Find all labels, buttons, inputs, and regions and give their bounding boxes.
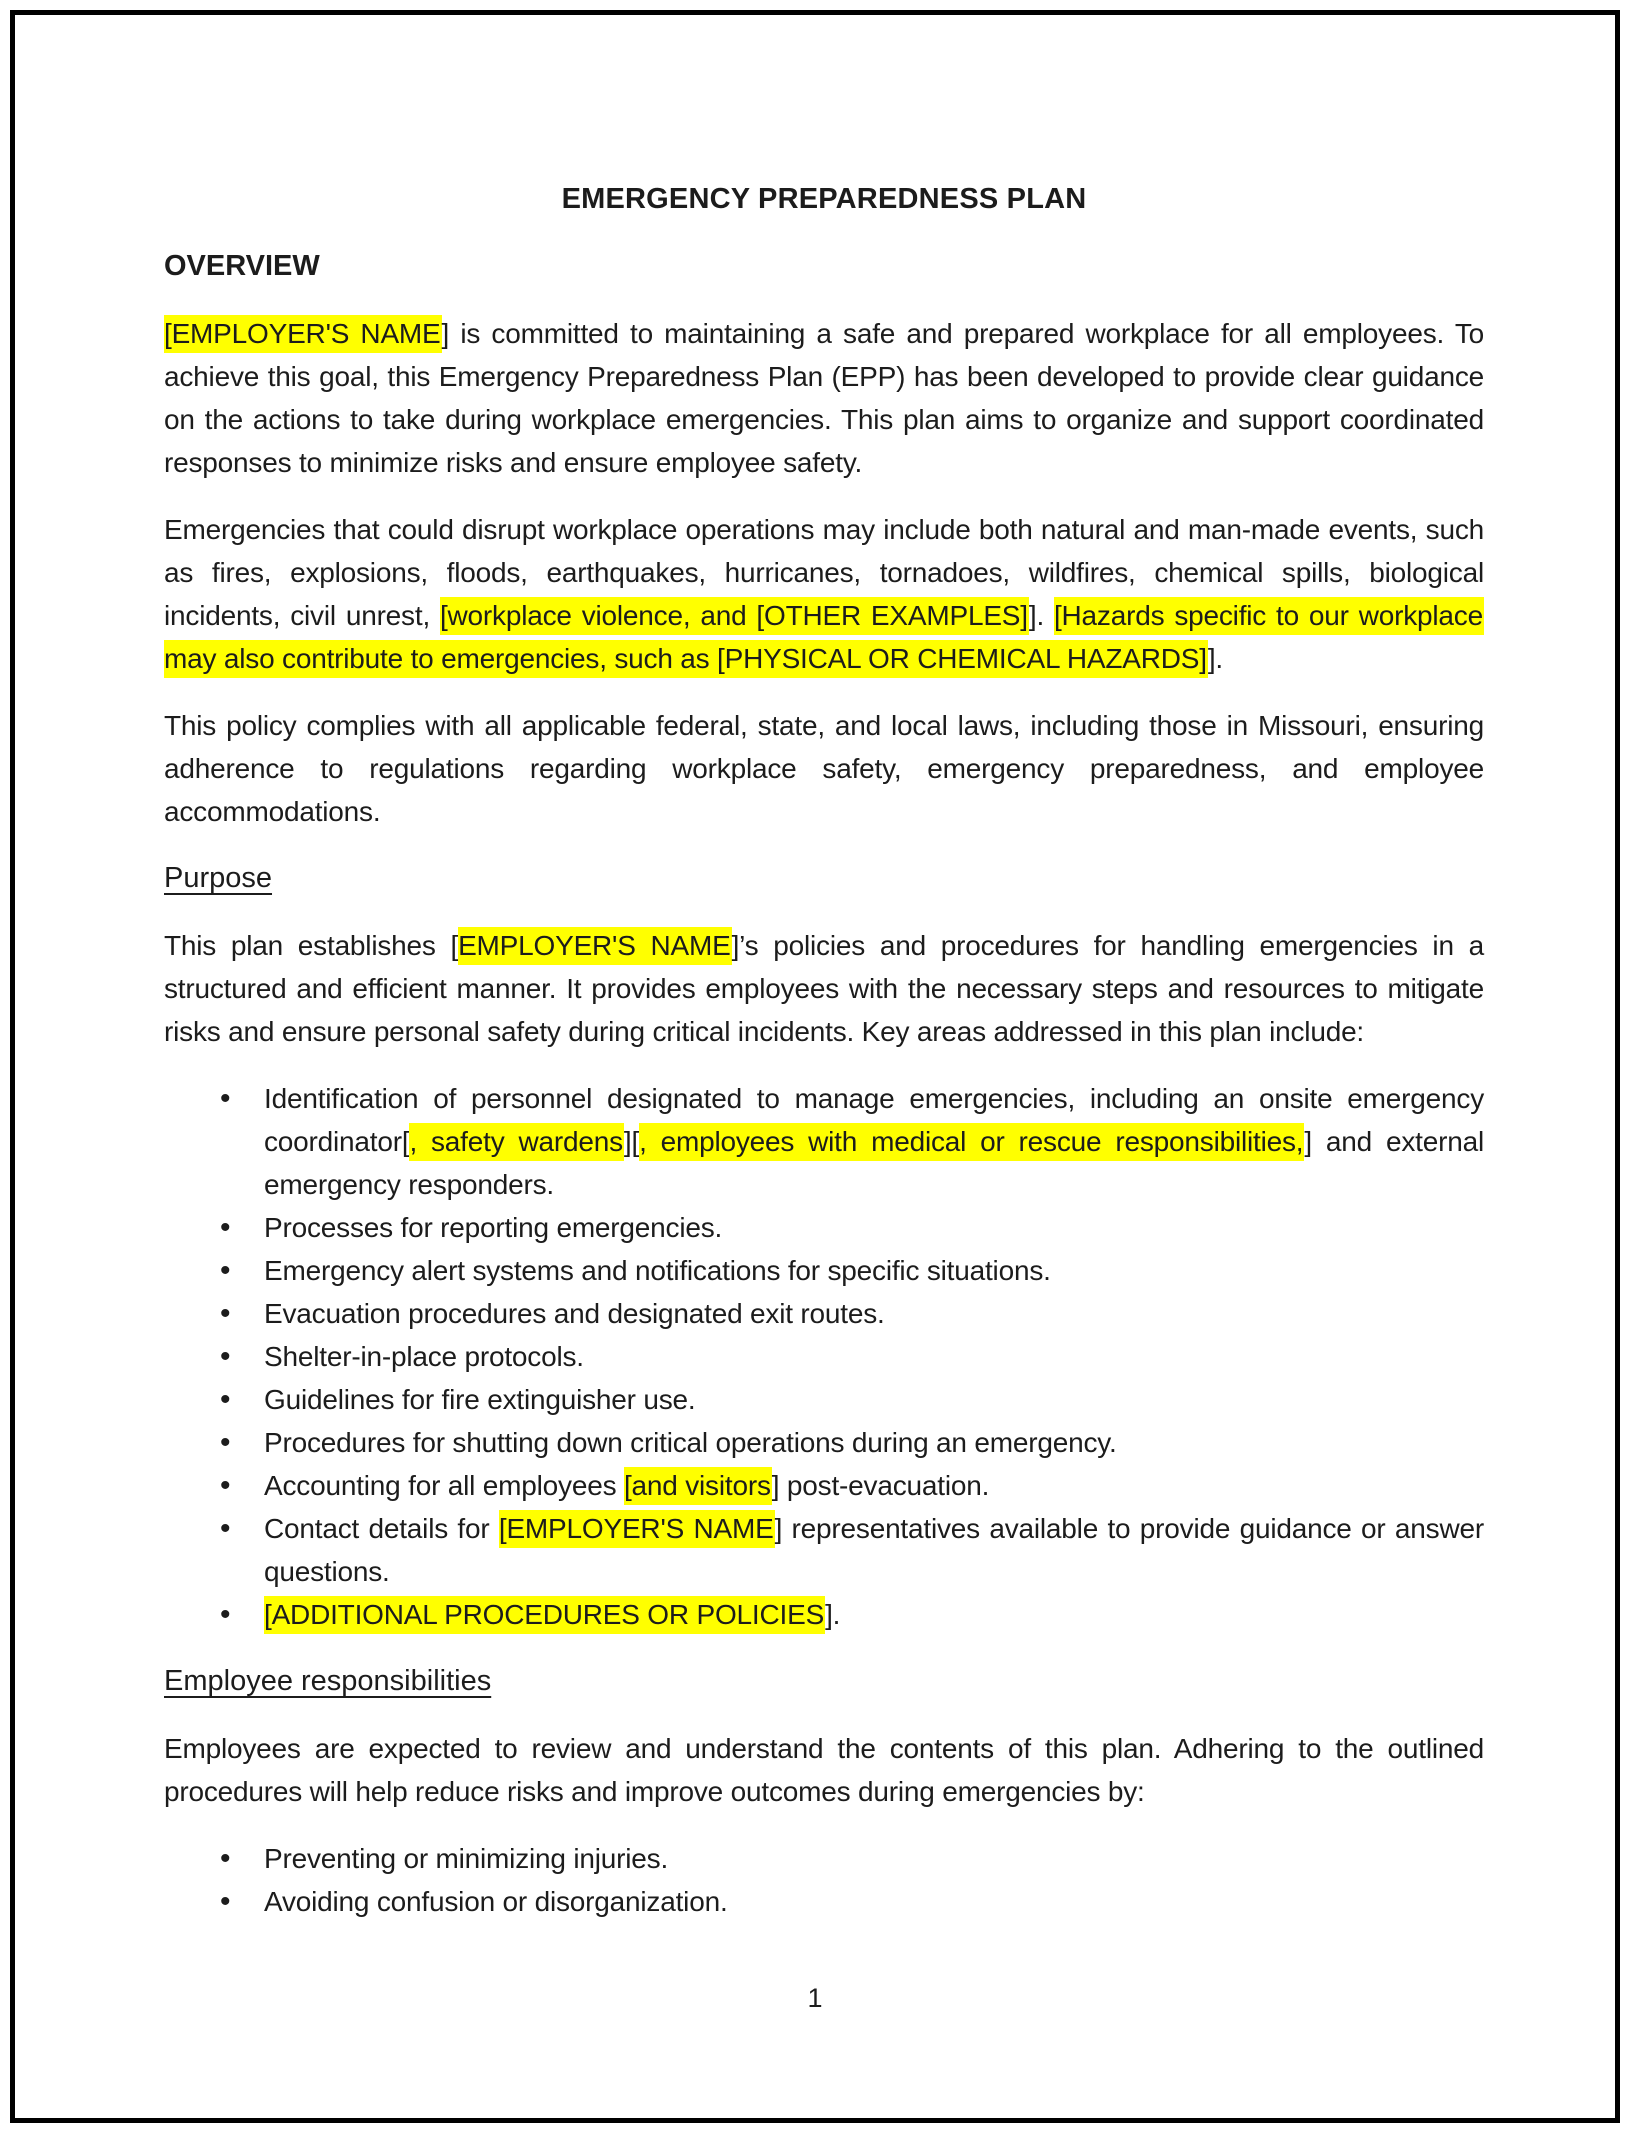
text-run: ]’s policies and procedures for handling emergencies in a structured and efficient manner. It provides employees with the necessary steps and resources to mitigate risks and ensure personal safety during critical incidents. Key areas addressed in this plan include: (164, 930, 1484, 1047)
highlighted-text: , employees with medical or rescue responsibilities, (639, 1123, 1304, 1161)
list-item-preventing-injuries (264, 1837, 1484, 1880)
list-item-evacuation-procedures (264, 1292, 1484, 1335)
highlighted-text: EMPLOYER'S NAME (458, 927, 732, 965)
text-run: ] post-evacuation. (771, 1470, 990, 1501)
list-item-shelter-in-place (264, 1335, 1484, 1378)
text-run: Shelter-in-place protocols. (264, 1341, 584, 1372)
text-run: This plan establishes [ (164, 930, 459, 961)
key-areas-list (164, 1077, 1484, 1636)
text-run: ] is committed to maintaining a safe and prepared workplace for all employees. To achieve this goal, this Emergency Preparedness Plan (EPP) has been developed to provide clear guidance on the actions to take during workplace emergencies. This plan aims to organize and support coordinated responses to minimize risks and ensure employee safety. (164, 318, 1484, 478)
list-item-reporting-processes (264, 1206, 1484, 1249)
text-run: Processes for reporting emergencies. (264, 1212, 723, 1243)
text-run: ] and external emergency responders. (264, 1126, 1484, 1200)
paragraph-compliance (164, 704, 1484, 833)
list-item-avoiding-confusion (264, 1880, 1484, 1923)
responsibilities-list (164, 1837, 1484, 1923)
text-run: Guidelines for fire extinguisher use. (264, 1384, 696, 1415)
document-title: EMERGENCY PREPAREDNESS PLAN (561, 183, 1087, 215)
heading-purpose: Purpose (164, 862, 273, 894)
text-run: ]. (825, 1599, 841, 1630)
text-run: Accounting for all employees (264, 1470, 624, 1501)
text-run: Preventing or minimizing injuries. (264, 1843, 669, 1874)
highlighted-text: [ADDITIONAL PROCEDURES OR POLICIES (264, 1596, 825, 1634)
highlighted-text: , safety wardens (409, 1123, 623, 1161)
paragraph-emergency-types (164, 508, 1484, 680)
page-number: 1 (807, 1983, 823, 2013)
text-run: ][ (623, 1126, 640, 1157)
text-run: Emergencies that could disrupt workplace operations may include both natural and man-made events, such as fires, explosions, floods, earthquakes, hurricanes, tornadoes, wildfires, chemical spills, biological incidents, civil unrest, (164, 514, 1484, 631)
text-run: Procedures for shutting down critical operations during an emergency. (264, 1427, 1117, 1458)
list-item-alert-systems (264, 1249, 1484, 1292)
text-run: Emergency alert systems and notifications for specific situations. (264, 1255, 1051, 1286)
text-run: This policy complies with all applicable federal, state, and local laws, including those in Missouri, ensuring adherence to regulations regarding workplace safety, emergency preparedness, and employee accommodations. (164, 710, 1484, 827)
text-run: Avoiding confusion or disorganization. (264, 1886, 728, 1917)
text-run: ]. (1207, 643, 1224, 674)
text-run: Identification of personnel designated to manage emergencies, including an onsite emergency coordinator[ (264, 1083, 1484, 1157)
highlighted-text: [workplace violence, and [OTHER EXAMPLES] (440, 597, 1029, 635)
text-run: ]. (1028, 600, 1054, 631)
list-item-personnel-identification (264, 1077, 1484, 1206)
highlighted-text: [and visitors (624, 1467, 772, 1505)
list-item-shutdown-procedures (264, 1421, 1484, 1464)
highlighted-text: [EMPLOYER'S NAME (164, 315, 442, 353)
text-run: Evacuation procedures and designated exit routes. (264, 1298, 885, 1329)
paragraph-purpose (164, 924, 1484, 1053)
list-item-contact-details (264, 1507, 1484, 1593)
list-item-additional-procedures (264, 1593, 1484, 1636)
text-run: ] representatives available to provide guidance or answer questions. (264, 1513, 1484, 1587)
paragraph-responsibilities-intro (164, 1727, 1484, 1813)
heading-overview: OVERVIEW (164, 250, 320, 282)
list-item-fire-extinguisher (264, 1378, 1484, 1421)
list-item-accounting-employees (264, 1464, 1484, 1507)
heading-employee-responsibilities: Employee responsibilities (164, 1665, 492, 1697)
text-run: Contact details for (264, 1513, 499, 1544)
highlighted-text: [EMPLOYER'S NAME (499, 1510, 775, 1548)
highlighted-text: [Hazards specific to our workplace may also contribute to emergencies, such as [PHYSICAL OR CHEMICAL HAZARDS] (164, 597, 1484, 678)
paragraph-intro (164, 312, 1484, 484)
text-run: Employees are expected to review and understand the contents of this plan. Adhering to the outlined procedures will help reduce risks and improve outcomes during emergencies by: (164, 1733, 1484, 1807)
